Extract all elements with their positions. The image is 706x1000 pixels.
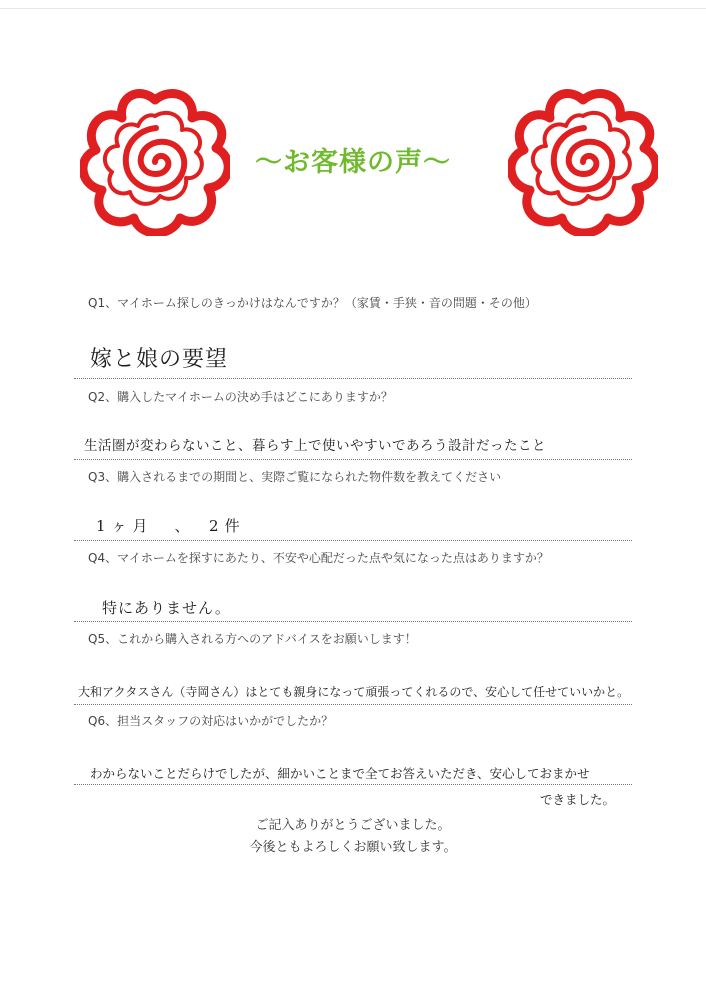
question-4: Q4、マイホームを探すにあたり、不安や心配だった点や気になった点はありますか？ [88, 551, 549, 565]
answer-3: 1ヶ月 、 2件 [96, 517, 246, 535]
page-title: ～お客様の声～ [255, 147, 451, 178]
question-6: Q6、担当スタッフの対応はいかがでしたか？ [88, 714, 334, 728]
closing-line-1: ご記入ありがとうございました。 [255, 818, 451, 833]
answer-line-5 [74, 704, 632, 705]
closing-line-2: 今後ともよろしくお願い致します。 [249, 840, 457, 855]
answer-5: 大和アクタスさん（寺岡さん）はとても親身になって頑張ってくれるので、安心して任せていいかと。 [78, 685, 630, 699]
question-3: Q3、購入されるまでの期間と、実際ご覧になられた物件数を教えてください [88, 470, 502, 484]
answer-line-3 [74, 540, 632, 541]
question-2: Q2、購入したマイホームの決め手はどこにありますか？ [88, 390, 393, 404]
answer-line-2 [74, 459, 632, 460]
question-1: Q1、マイホーム探しのきっかけはなんですか？（家賃・手狭・音の問題・その他） [88, 296, 537, 310]
answer-line-6 [74, 784, 632, 785]
answer-6-continued: できました。 [540, 792, 616, 807]
answer-1: 嫁と娘の要望 [90, 347, 229, 372]
answer-line-4 [74, 621, 632, 622]
answer-2: 生活圏が変わらないこと、暮らす上で使いやすいであろう設計だったこと [84, 438, 546, 454]
question-5: Q5、これから購入される方へのアドバイスをお願いします！ [88, 632, 417, 646]
answer-4: 特にありません。 [102, 599, 231, 617]
top-border [0, 8, 706, 9]
answer-line-1 [74, 378, 632, 379]
answer-6: わからないことだらけでしたが、細かいことまで全てお答えいただき、安心しておまかせ [90, 766, 590, 781]
